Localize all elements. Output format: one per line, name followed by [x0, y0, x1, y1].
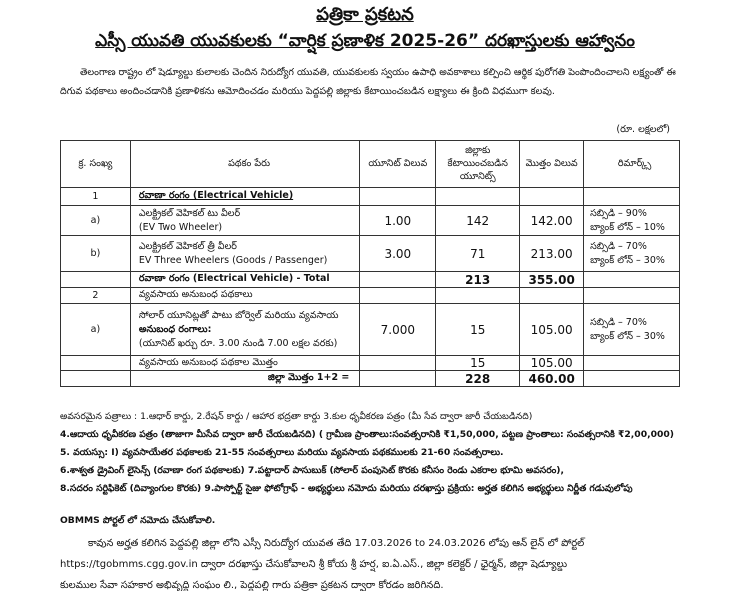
subsidy-remark: సబ్సిడి – 70%: [590, 240, 647, 252]
subtotal-value: 105.00: [520, 356, 584, 371]
header-total: మొత్తం విలువ: [520, 141, 584, 188]
grand-total-units: 228: [436, 371, 520, 387]
section-row: [61, 288, 680, 304]
closing-line-3: కులముల సేవా సహకార అభివృద్ధి సంఘం లి., పెద్దపల్లి గారు పత్రికా ప్రకటన ద్వారా కోరడం జరిగినది.: [60, 580, 444, 591]
remarks: [584, 304, 680, 356]
scheme-name: [130, 304, 360, 356]
row-number: b): [61, 236, 131, 272]
table-header-row: [61, 141, 680, 188]
grand-total-label: జిల్లా మొత్తం 1+2 =: [130, 371, 360, 387]
section-number: 1: [61, 188, 131, 206]
closing-line-1: కావున అర్హత కలిగిన పెద్దపల్లి జిల్లా లోని ఎస్సీ నిరుద్యోగ యువత తేది 17.03.2026 to 24.03.2026 లోపు ఆన్ లైన్ లో పోర్టల్: [88, 538, 585, 549]
grand-total-row: [61, 371, 680, 387]
bank-loan-remark: బ్యాంక్ లోన్ – 30%: [590, 254, 665, 266]
remarks: [584, 206, 680, 236]
subsidy-remark: సబ్సిడి – 90%: [590, 207, 647, 219]
scheme-name-en: EV Three Wheelers (Goods / Passenger): [138, 254, 328, 266]
table-row: [61, 206, 680, 236]
scheme-name: [130, 236, 360, 272]
subtotal-label: వ్యవసాయ అనుబంధ పథకాల మొత్తం: [130, 356, 360, 371]
subtotal-units: 15: [436, 356, 520, 371]
table-row: [61, 236, 680, 272]
header-scheme: పథకం పేరు: [130, 141, 360, 188]
allocated-units: 15: [436, 304, 520, 356]
scheme-name-te: ఎలక్ట్రికల్ వెహికల్ టు వీలర్: [138, 207, 241, 219]
unit-cost: 1.00: [360, 206, 436, 236]
bank-loan-remark: బ్యాంక్ లోన్ – 10%: [590, 221, 665, 233]
subtotal-row: [61, 356, 680, 371]
header-unit-cost: యూనిట్ విలువ: [360, 141, 436, 188]
intro-paragraph: తెలంగాణ రాష్ట్రం లో షెడ్యూల్డు కులాలకు చెందిన నిరుద్యోగ యువతి, యువకులకు స్వయం ఉపాధి అవకాశాలు కల్పించి ఆర్థిక పురోగతి పెంపొందించాలని లక్ష్యంతో ఈ దిగువ పథకాలు అందించడానికి ప్రణాళికను ఆమోదించడం మరియు పెద్దపల్లి జిల్లాకు కేటాయించబడిన లక్ష్యాలు ఈ క్రింది విధముగా కలవు.: [60, 67, 676, 97]
section-number: 2: [61, 288, 131, 304]
press-release-subtitle: ఎస్సీ యువతి యువకులకు “వార్షిక ప్రణాళిక 2025-26” దరఖాస్తులకు ఆహ్వానం: [95, 31, 635, 51]
allocated-units: 71: [436, 236, 520, 272]
header-allocated: జిల్లాకు కేటాయించబడిన యూనిట్స్: [436, 141, 520, 188]
required-documents-4: 8.సదరం సర్టిఫికెట్ (దివ్యాంగుల కొరకు) 9.పాస్పోర్ట్ సైజు ఫోటోగ్రాఫ్ - అభ్యర్థులు నమోదు మరియు దరఖాస్తు ప్రక్రియ: అర్హత కలిగిన అభ్యర్థులు నిర్ణీత గడువులోపు: [60, 483, 633, 494]
press-release-title: పత్రికా ప్రకటన: [316, 4, 414, 25]
scheme-line-3: (యూనిట్ ఖర్చు రూ. 3.00 నుండి 7.00 లక్షల వరకు): [138, 337, 338, 349]
subsidy-remark: సబ్సిడి – 70%: [590, 316, 647, 328]
header-sno: క్ర. సంఖ్య: [61, 141, 131, 188]
total-value: 213.00: [520, 236, 584, 272]
obmms-note: OBMMS పోర్టల్ లో నమోదు చేసుకోవాలి.: [60, 515, 216, 526]
row-number: a): [61, 206, 131, 236]
grand-total-value: 460.00: [520, 371, 584, 387]
unit-note: (రూ. లక్షలలో): [616, 124, 670, 135]
subtotal-row: [61, 272, 680, 288]
total-value: 142.00: [520, 206, 584, 236]
required-documents-1: అవసరమైన పత్రాలు : 1.ఆధార్ కార్డు, 2.రేషన్ కార్డు / ఆహార భద్రతా కార్డు 3.కుల ధృవీకరణ పత్రం (మీ సేవ ద్వారా జారీ చేయబడినది): [60, 411, 533, 422]
age-criteria: 5. వయస్సు: I) వ్యవసాయేతర పథకాలకు 21-55 సంవత్సరాలు మరియు వ్యవసాయ పథకములకు 21-60 సంవత్సరాలు.: [60, 447, 504, 458]
remarks: [584, 236, 680, 272]
subtotal-units: 213: [436, 272, 520, 288]
section-title: రవాణా రంగం (Electrical Vehicle): [130, 188, 360, 206]
unit-cost: 7.000: [360, 304, 436, 356]
allocated-units: 142: [436, 206, 520, 236]
table-row: [61, 304, 680, 356]
scheme-line-1: సోలార్ యూనిట్లతో పాటు బోర్వెల్ మరియు వ్యవసాయ: [138, 309, 339, 321]
scheme-name: [130, 206, 360, 236]
scheme-table: [60, 140, 680, 387]
section-title: వ్యవసాయ అనుబంధ పథకాలు: [130, 288, 360, 304]
scheme-name-en: (EV Two Wheeler): [138, 221, 223, 233]
required-documents-3: 6.శాశ్వత డ్రైవింగ్ లైసెన్స్ (రవాణా రంగ పథకాలకు) 7.పట్టాదార్ పాసుబుక్ (సోలార్ పంపుసెట్ కొరకు కనీసం రెండు ఎకరాల భూమి అవసరం),: [60, 465, 564, 476]
subtotal-label: రవాణా రంగం (Electrical Vehicle) - Total: [130, 272, 360, 288]
header-remarks: రిమార్క్స్: [584, 141, 680, 188]
section-row: [61, 188, 680, 206]
required-documents-2: 4.ఆదాయ ధృవీకరణ పత్రం (తాజాగా మీసేవ ద్వారా జారీ చేయబడినది) ( గ్రామీణ ప్రాంతాలు:సంవత్సరానికి ₹1,50,000, పట్టణ ప్రాంతాలు: సంవత్సరానికి ₹2,00,000): [60, 429, 674, 440]
bank-loan-remark: బ్యాంక్ లోన్ – 30%: [590, 330, 665, 342]
scheme-name-te: ఎలక్ట్రికల్ వెహికల్ త్రీ వీలర్: [138, 240, 237, 252]
unit-cost: 3.00: [360, 236, 436, 272]
subtotal-value: 355.00: [520, 272, 584, 288]
closing-line-2: https://tgobmms.cgg.gov.in ద్వారా దరఖాస్తు చేసుకోవాలని శ్రీ కోయ శ్రీ హర్ష, ఐ.ఏ.ఎస్., జిల్లా కలెక్టర్ / ఛైర్మన్, జిల్లా షెడ్యూల్డు: [60, 559, 568, 570]
row-number: a): [61, 304, 131, 356]
scheme-line-2: అనుబంధ రంగాలు:: [138, 323, 212, 335]
total-value: 105.00: [520, 304, 584, 356]
